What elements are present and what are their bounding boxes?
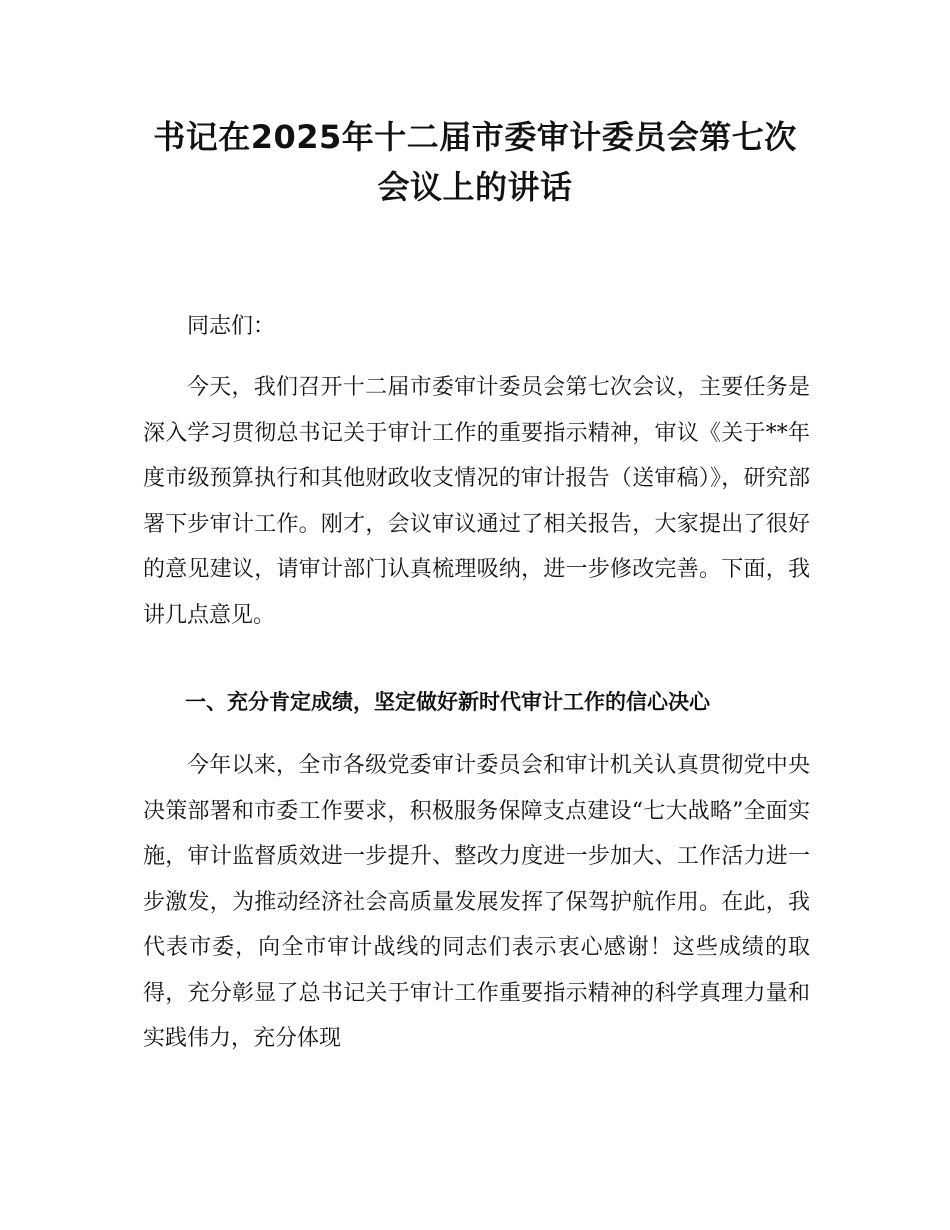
document-title	[100, 112, 850, 212]
paragraph-1-block	[143, 365, 810, 638]
title-line-1: 书记在2025年十二届市委审计委员会第七次	[153, 118, 797, 156]
title-line-2: 会议上的讲话	[377, 168, 573, 206]
greeting: 同志们：	[187, 314, 276, 339]
paragraph-1: 今天，我们召开十二届市委审计委员会第七次会议，主要任务是深入学习贯彻总书记关于审计工作的重要指示精神，审议《关于**年度市级预算执行和其他财政收支情况的审计报告（送审稿）》，研究部署下步审计工作。刚才，会议审议通过了相关报告，大家提出了很好的意见建议，请审计部门认真梳理吸纳，进一步修改完善。下面，我讲几点意见。	[143, 375, 810, 628]
section-heading-1: 一、充分肯定成绩，坚定做好新时代审计工作的信心决心	[185, 690, 710, 714]
paragraph-2: 今年以来，全市各级党委审计委员会和审计机关认真贯彻党中央决策部署和市委工作要求，积极服务保障支点建设“七大战略”全面实施，审计监督质效进一步提升、整改力度进一步加大、工作活力进一步激发，为推动经济社会高质量发展发挥了保驾护航作用。在此，我代表市委，向全市审计战线的同志们表示衷心感谢！这些成绩的取得，充分彰显了总书记关于审计工作重要指示精神的科学真理力量和实践伟力，充分体现	[143, 753, 810, 1051]
paragraph-2-block	[143, 743, 810, 1062]
